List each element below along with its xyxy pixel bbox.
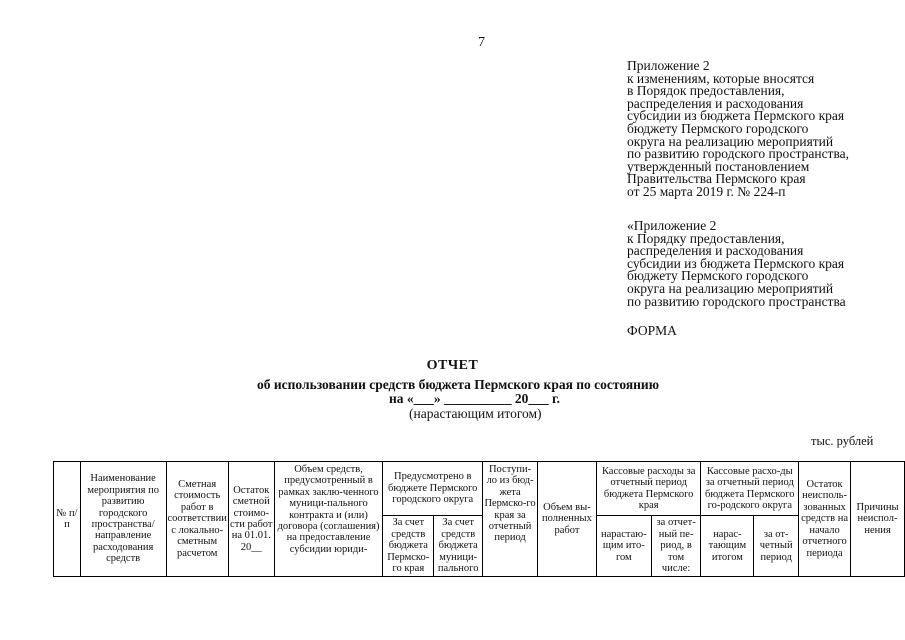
appendix-line: в Порядок предоставления,: [627, 83, 785, 99]
appendix-quote-line: к Порядку предоставления,: [627, 230, 785, 246]
header-estimated-cost: Сметная стоимость работ в соответствии с локально-сметным расчетом: [166, 462, 228, 577]
appendix-line: Правительства Пермского края: [627, 171, 806, 187]
form-label: ФОРМА: [627, 323, 677, 338]
units-label: тыс. рублей: [811, 434, 874, 448]
report-table: [53, 461, 905, 577]
appendix-line: бюджету Пермского городского: [627, 120, 809, 136]
header-cost-balance: Остаток сметной стоимо-сти работ на 01.01. 20__: [228, 462, 274, 577]
appendix-header: [627, 60, 897, 199]
appendix-quote-line: по развитию городского пространства: [627, 293, 846, 309]
header-city-expenses: Кассовые расхо-ды за отчетный период бюджета Пермского го-родского округа: [701, 462, 799, 516]
appendix-line: к изменениям, которые вносятся: [627, 70, 815, 86]
appendix-quote: [627, 220, 897, 308]
appendix-line: Приложение 2: [627, 58, 710, 73]
appendix-line: по развитию городского пространства,: [627, 146, 850, 162]
appendix-quote-line: округа на реализацию мероприятий: [627, 280, 834, 296]
header-regional-expenses: Кассовые расходы за отчетный период бюджета Пермского края: [596, 462, 701, 516]
header-reasons: Причины неиспол-нения: [851, 462, 905, 577]
report-date-line: на «___» __________ 20___ г.: [389, 391, 561, 406]
header-city-cumulative: нарас-тающим итогом: [701, 516, 754, 577]
header-contract-volume: Объем средств, предусмотренный в рамках заклю-ченного муници-пального контракта и (или) договора (соглашения) на предоставление субсидии юриди-: [274, 462, 383, 577]
header-regional-cumulative: нарастаю-щим ито-гом: [596, 516, 651, 577]
appendix-line: распределения и расходования: [627, 95, 804, 111]
appendix-quote-line: субсидии из бюджета Пермского края: [627, 255, 845, 271]
appendix-line: округа на реализацию мероприятий: [627, 133, 834, 149]
header-municipal-funds: За счет средств бюджета муници-пального: [434, 516, 483, 577]
page-number: 7: [478, 35, 485, 50]
header-city-period: за от-четный период: [754, 516, 799, 577]
header-number: № п/п: [54, 462, 81, 577]
appendix-line: от 25 марта 2019 г. № 224-п: [627, 183, 786, 199]
header-work-volume: Объем вы-полненных работ: [537, 462, 596, 577]
header-budget-planned: Предусмотрено в бюджете Пермского городского округа: [383, 462, 483, 516]
header-activity-name: Наименование мероприятия по развитию городского пространства/ направление расходования средств: [80, 462, 166, 577]
header-regional-funds: За счет средств бюджета Пермско-го края: [383, 516, 434, 577]
report-subtitle: об использовании средств бюджета Пермского края по состоянию: [257, 377, 660, 392]
header-received: Поступи-ло из бюд-жета Пермско-го края за отчетный период: [483, 462, 538, 577]
header-regional-period: за отчет-ный пе-риод, в том числе:: [651, 516, 701, 577]
appendix-quote-line: распределения и расходования: [627, 243, 804, 259]
header-unused-balance: Остаток неисполь-зованных средств на начало отчетного периода: [799, 462, 851, 577]
appendix-quote-line: бюджету Пермского городского: [627, 268, 809, 284]
report-cumulative-note: (нарастающим итогом): [409, 406, 542, 421]
appendix-line: субсидии из бюджета Пермского края: [627, 108, 845, 124]
appendix-quote-line: «Приложение 2: [627, 218, 717, 233]
report-title: ОТЧЕТ: [426, 358, 479, 373]
appendix-line: утвержденный постановлением: [627, 158, 810, 174]
